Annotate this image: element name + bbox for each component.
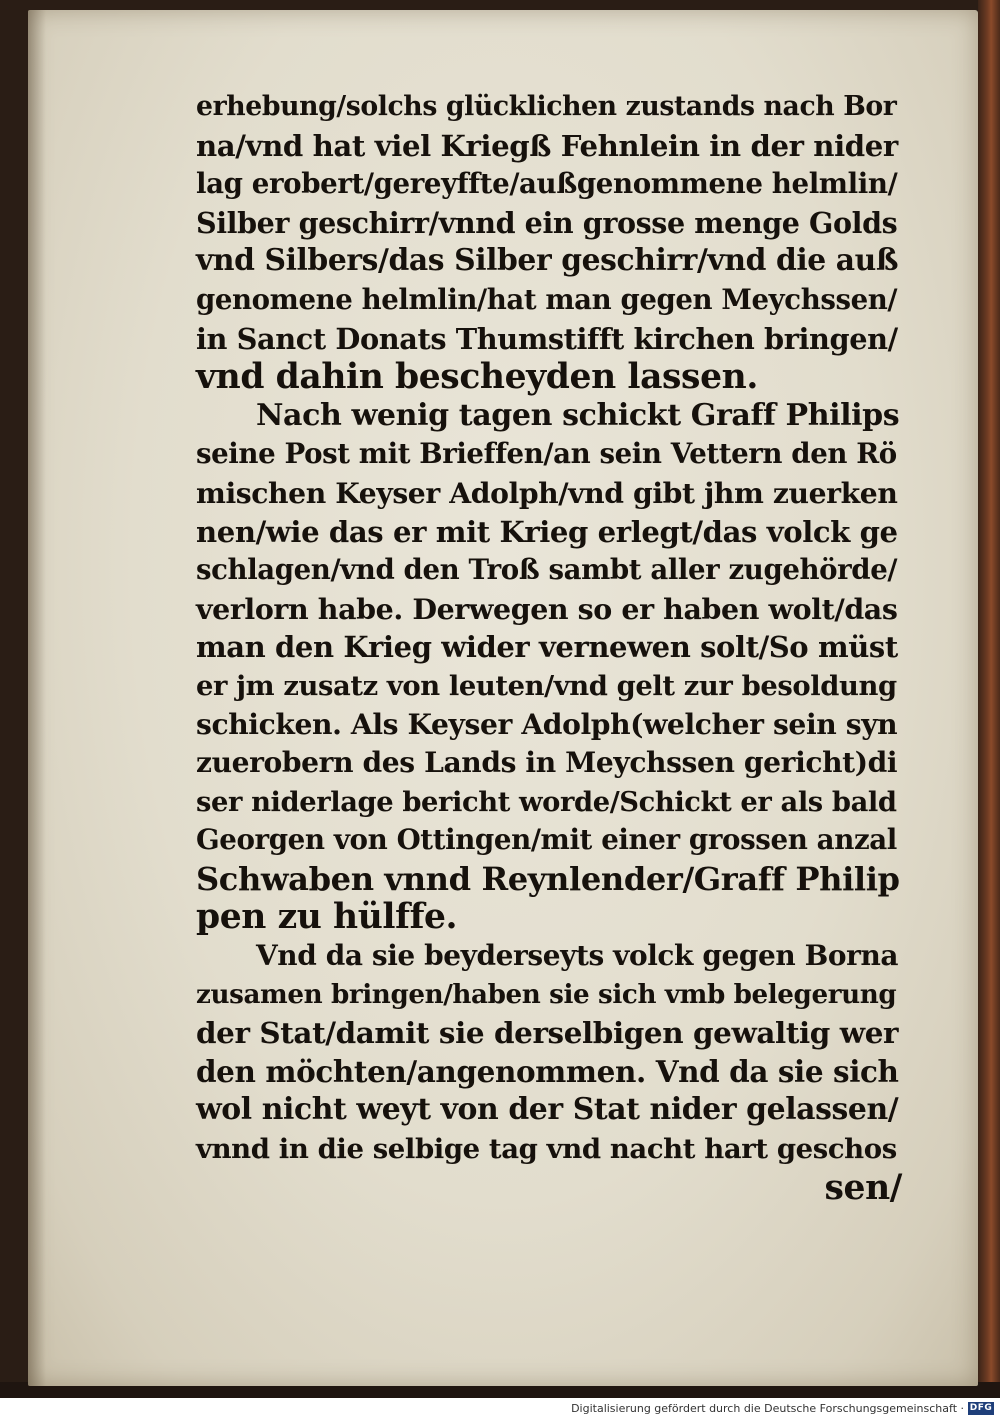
binding-edge: [978, 0, 1000, 1398]
digitization-footer: [0, 1398, 1000, 1420]
funding-note: Digitalisierung gefördert durch die Deutsche Forschungsgemeinschaft ·: [571, 1402, 964, 1415]
text-line-16: er jm zusatz von leuten/vnd gelt zur besoldung: [196, 669, 897, 702]
text-line-23: Vnd da sie beyderseyts volck gegen Borna: [256, 939, 899, 973]
page-text: [196, 88, 908, 1207]
text-line-5: vnd Silbers/das Silber geschirr/vnd die auß: [196, 243, 899, 279]
text-line-9: Nach wenig tagen schickt Graff Philips: [256, 397, 900, 433]
text-line-11: mischen Keyser Adolph/vnd gibt jhm zuerken: [196, 475, 898, 510]
text-line-20: Georgen von Ottingen/mit einer grossen anzal: [196, 823, 897, 857]
text-line-28: vnnd in die selbige tag vnd nacht hart geschos: [196, 1133, 897, 1166]
text-line-26: den möchten/angenommen. Vnd da sie sich: [196, 1053, 899, 1089]
text-line-22: pen zu hülffe.: [196, 897, 458, 938]
text-line-21: Schwaben vnnd Reynlender/Graff Philip: [196, 859, 900, 898]
text-line-27: wol nicht weyt von der Stat nider gelassen/: [196, 1092, 899, 1128]
text-line-24: zusamen bringen/haben sie sich vmb belegerung: [196, 978, 897, 1010]
text-line-25: der Stat/damit sie derselbigen gewaltig wer: [196, 1015, 899, 1051]
text-line-1: erhebung/solchs glücklichen zustands nach Bor: [196, 91, 897, 122]
text-line-2: na/vnd hat viel Kriegß Fehnlein in der nider: [196, 128, 898, 163]
text-line-17: schicken. Als Keyser Adolph(welcher sein syn: [196, 707, 898, 741]
text-line-12: nen/wie das er mit Krieg erlegt/das volck ge: [196, 514, 898, 549]
text-line-4: Silber geschirr/vnnd ein grosse menge Golds: [196, 205, 898, 240]
text-line-13: schlagen/vnd den Troß sambt aller zugehörde/: [196, 553, 898, 587]
dfg-logo: DFG: [969, 1403, 993, 1413]
page-gutter-shadow: [28, 10, 46, 1386]
text-line-19: ser niderlage bericht worde/Schickt er als bald: [196, 785, 897, 818]
text-line-10: seine Post mit Brieffen/an sein Vettern den Rö: [196, 437, 897, 471]
text-line-18: zuerobern des Lands in Meychssen gericht)di: [196, 746, 898, 780]
text-line-7: in Sanct Donats Thumstifft kirchen bringen/: [196, 321, 898, 356]
text-line-14: verlorn habe. Derwegen so er haben wolt/das: [196, 591, 898, 626]
text-line-8: vnd dahin bescheyden lassen.: [196, 357, 758, 398]
catchword: sen/: [824, 1167, 902, 1208]
text-line-15: man den Krieg wider vernewen solt/So müst: [196, 630, 898, 665]
text-line-3: lag erobert/gereyffte/außgenommene helmlin/: [196, 167, 898, 201]
text-line-6: genomene helmlin/hat man gegen Meychssen/: [196, 282, 898, 316]
